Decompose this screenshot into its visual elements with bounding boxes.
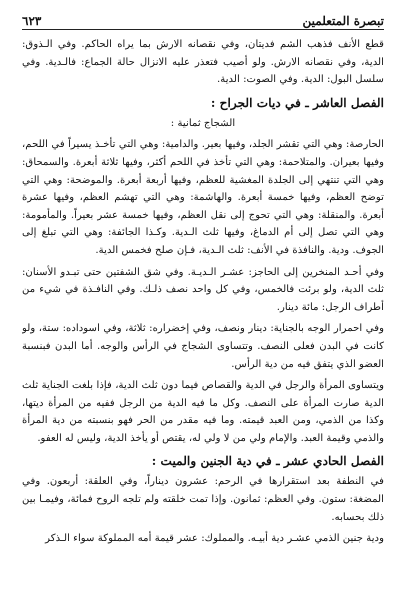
paragraph: ودية جنين الذمي عشـر دية أبيـه. والمملوك: عشر قيمة أمه المملوكة سواء الـذكر <box>45 533 384 545</box>
paragraph: وفي احمرار الوجه بالجناية: دينار ونصف، وفي إخضراره: ثلاثة، وفي اسوداده: ستة، ولو كانت في البدن فعلى النصف. وتتساوى الشجاج في الرأس والوجه. أما البدن فبنسبة العضو الذي يتفق فيه من دية الرأس. <box>22 323 384 370</box>
header-divider <box>22 29 384 30</box>
paragraph: في النطفة بعد استقرارها في الرحم: عشرون ديناراً، وفي العلقة: أربعون. وفي المضغة: ستون. وفي العظم: ثمانون. وإذا تمت خلقته ولم تلجه الروح فمائة، وفيمـا بين ذلك بحسابه. <box>22 476 384 523</box>
paragraph: الحارصة: وهي التي تقشر الجلد، وفيها بعير. والدامية: وهي التي تأخـذ يسيراً في اللحم، وفيها بعيران. والمتلاحمة: وهي التي تأخذ في اللحم أكثر، وفيها ثلاثة أبعرة. والسمحاق: وهي التي تنتهي إلى الجلدة المغشية للعظم، وفيها أربعة أبعرة. والموضحة: وهي التي توضح العظم، وفيها خمسة أبعرة. والهاشمة: وهي التي تهشم العظم، وفيها عشرة أبعرة. والمنقلة: وهي التي تحوج إلى نقل العظم، وفيها خمسة عشر بعيراً. والمأمومة: وهي التي تصل إلى أم الدماغ، وفيها ثلث الـدية. وكـذا الجائفة: وهي التي تبلغ إلى الجوف. ودية. والنافذة في الأنف: ثلث الـدية، فـإن صلح فخمس الدية. <box>22 139 384 256</box>
section-heading: الفصل العاشر ـ في ديات الجراح : <box>210 95 384 110</box>
paragraph: قطع الأنف فذهب الشم فديتان، وفي نقصانه الارش بما يراه الحاكم. وفي الـذوق: الدية، وفي نقصانه الارش. ولو أصيب فتعذر عليه الانزال حالة الجماع: فالـدية. وفي سلسل البول: الدية. وفي الصوت: الدية. <box>22 39 384 86</box>
paragraph: الشجاج ثمانية : <box>170 117 236 129</box>
body-text <box>22 36 384 586</box>
page-header <box>22 6 384 28</box>
paragraph: ويتساوى المرأة والرجل في الدية والقصاص فيما دون ثلث الدية، فإذا بلغت الجناية ثلث الدية صارت المرأة على النصف. وكل ما فيه الدية من الرجل ففيه من المرأة ديتها، وكذا من الذمي، ومن العبد قيمته. وما فيه مقدر من الحر فهو بنسبته من دية المرأة والذمي وقيمة العبد. والإمام ولي من لا ولي له، يقتص أو يأخذ الدية، وليس له العفو. <box>22 380 384 444</box>
running-title: تبصرة المتعلمين <box>302 14 384 28</box>
page-number: ٦٢٣ <box>22 14 42 28</box>
section-heading: الفصل الحادي عشر ـ في دية الجنين والميت : <box>151 454 384 469</box>
paragraph: وفي أحـد المنخرين إلى الحاجز: عشـر الـديـة. وفي شق الشفتين حتى تبـدو الأسنان: ثلث الدية، ولو برئت فالخمس، وفي كل واحد نصف ذلـك. وفي النافـذة في شيء من أطراف الرجل: مائة دينار. <box>22 266 384 313</box>
